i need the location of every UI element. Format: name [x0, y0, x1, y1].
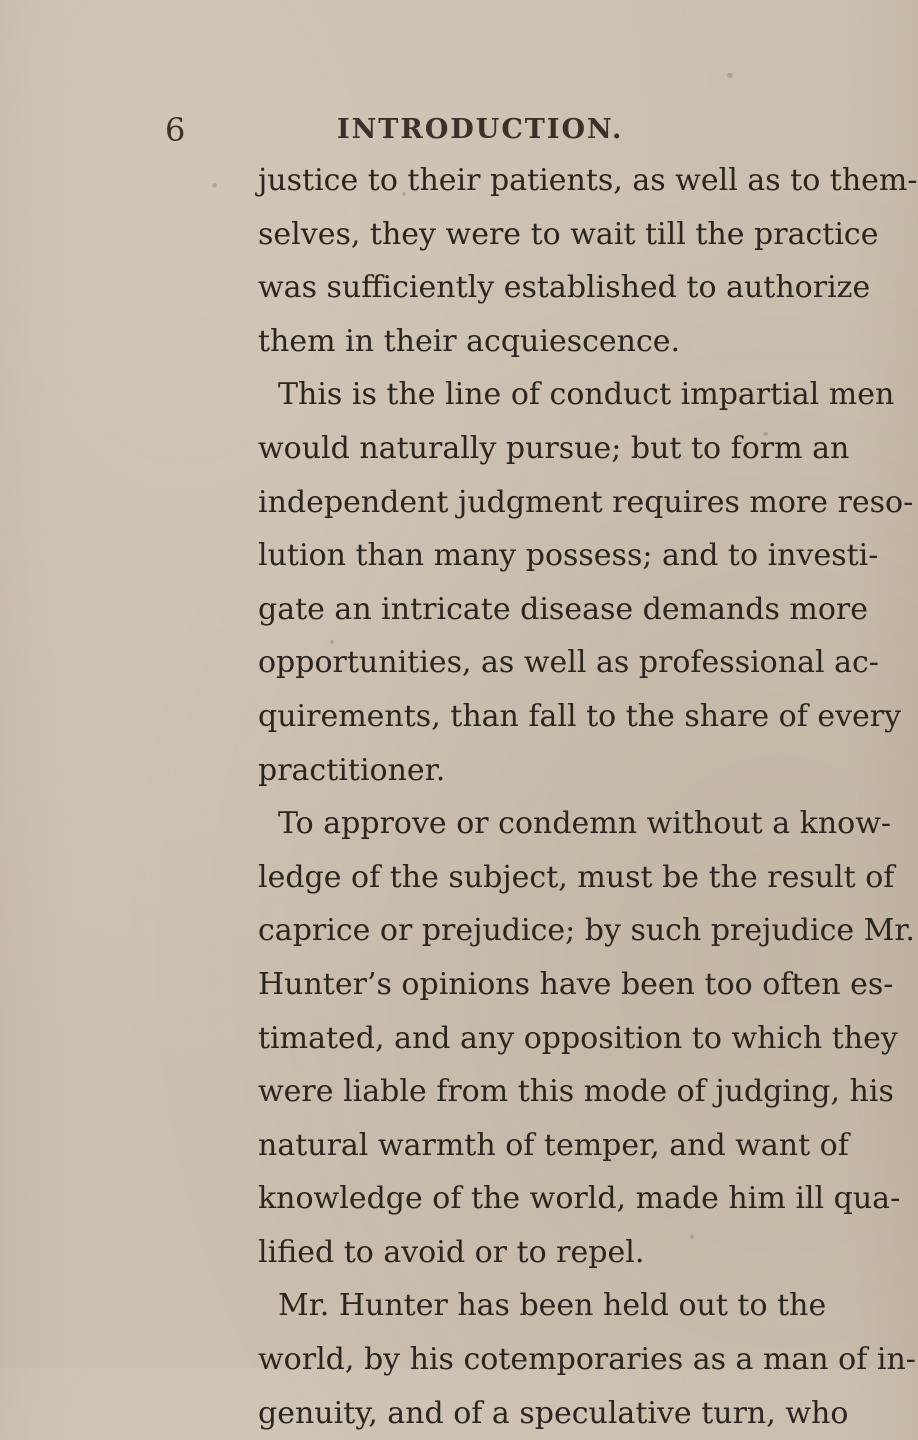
body-text — [258, 154, 918, 1440]
text-line: genuity, and of a speculative turn, who — [258, 1395, 849, 1431]
text-line: justice to their patients, as well as to them- — [258, 163, 918, 198]
text-line: quirements, than fall to the share of every — [258, 698, 902, 734]
running-title: INTRODUCTION. — [337, 114, 624, 145]
text-line: caprice or prejudice; by such prejudice Mr. — [258, 913, 915, 949]
text-line: them in their acquiescence. — [258, 323, 681, 359]
text-line: To approve or condemn without a know- — [278, 806, 892, 842]
text-line: gate an intricate disease demands more — [258, 591, 868, 627]
text-line: Mr. Hunter has been held out to the — [278, 1288, 827, 1324]
text-line: independent judgment requires more reso- — [258, 484, 914, 520]
text-line: lution than many possess; and to investi- — [258, 538, 879, 574]
text-line: practitioner. — [258, 752, 446, 788]
text-line: knowledge of the world, made him ill qua- — [258, 1181, 901, 1217]
text-line: timated, and any opposition to which they — [258, 1020, 898, 1056]
text-line: Hunter’s opinions have been too often es- — [258, 966, 894, 1002]
text-line: selves, they were to wait till the practice — [258, 216, 879, 252]
paper-spot — [212, 183, 217, 188]
text-line: opportunities, as well as professional ac- — [258, 645, 879, 681]
running-head — [165, 110, 735, 150]
text-line: natural warmth of temper, and want of — [258, 1127, 849, 1163]
text-line: This is the line of conduct impartial men — [278, 377, 895, 413]
text-line: lified to avoid or to repel. — [258, 1234, 645, 1270]
text-line: world, by his cotemporaries as a man of in- — [258, 1342, 916, 1378]
text-line: were liable from this mode of judging, his — [258, 1074, 894, 1110]
page-number: 6 — [165, 111, 186, 149]
text-line: was sufficiently established to authorize — [258, 270, 871, 306]
text-line: would naturally pursue; but to form an — [258, 430, 850, 466]
text-line: ledge of the subject, must be the result of — [258, 859, 895, 895]
paper-spot — [727, 73, 733, 78]
